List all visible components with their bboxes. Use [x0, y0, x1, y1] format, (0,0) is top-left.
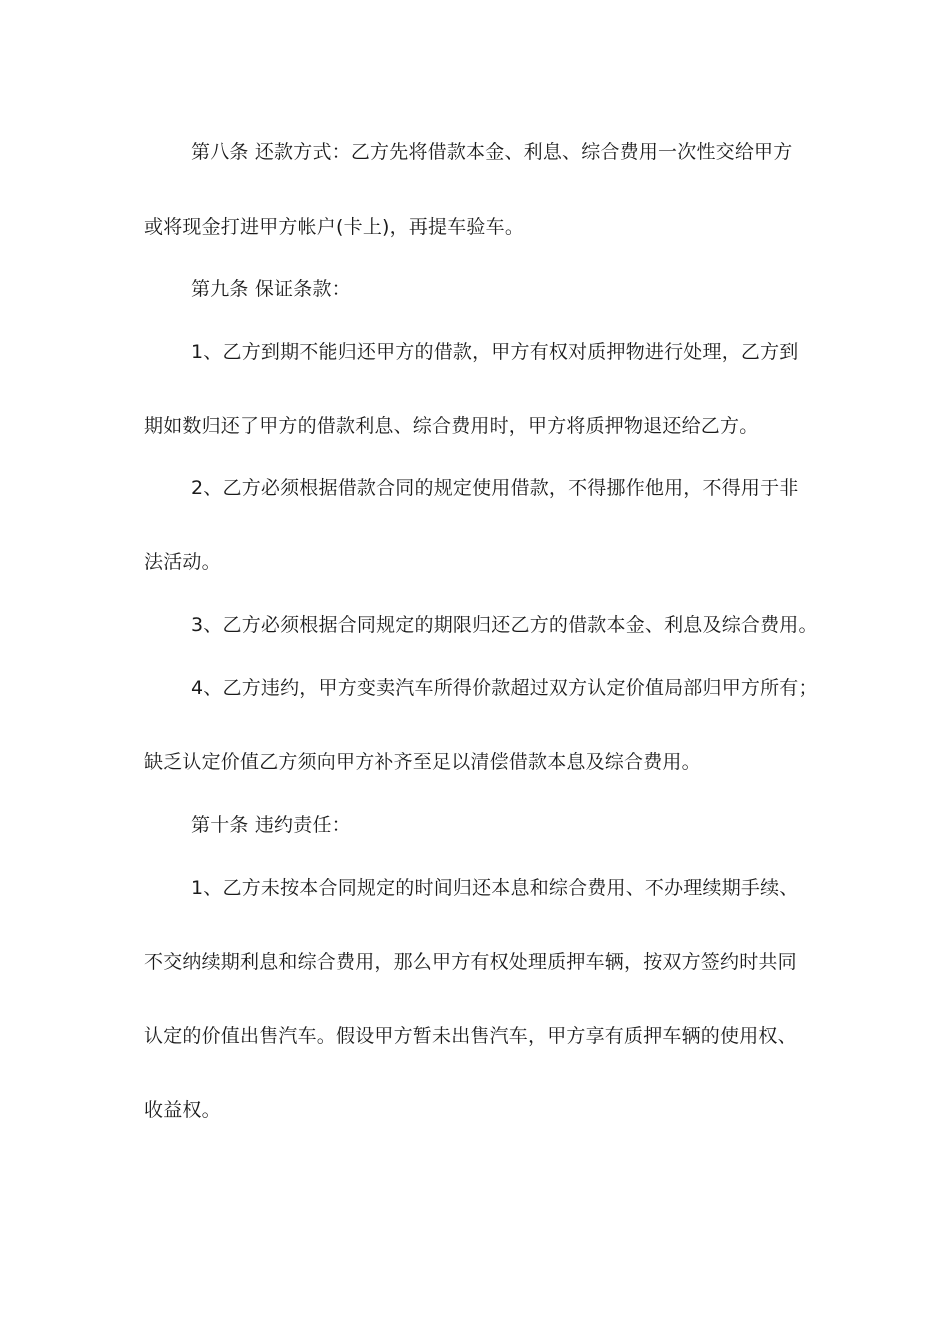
article-9-item-4-continued: 缺乏认定价值乙方须向甲方补齐至足以清偿借款本息及综合费用。 [144, 751, 701, 773]
article-10-heading: 第十条 违约责任： [191, 814, 351, 836]
article-10-item-1-continued: 收益权。 [144, 1099, 221, 1121]
article-8-repayment-line: 第八条 还款方式：乙方先将借款本金、利息、综合费用一次性交给甲方 [191, 141, 793, 163]
article-9-heading: 第九条 保证条款： [191, 278, 351, 300]
article-9-item-1-line: 1、乙方到期不能归还甲方的借款，甲方有权对质押物进行处理，乙方到 [191, 341, 799, 363]
article-9-item-1-continued: 期如数归还了甲方的借款利息、综合费用时，甲方将质押物退还给乙方。 [144, 415, 759, 437]
article-9-item-3-line: 3、乙方必须根据合同规定的期限归还乙方的借款本金、利息及综合费用。 [191, 614, 818, 636]
article-10-item-1-continued: 认定的价值出售汽车。假设甲方暂未出售汽车，甲方享有质押车辆的使用权、 [144, 1025, 797, 1047]
article-10-item-1-continued: 不交纳续期利息和综合费用，那么甲方有权处理质押车辆，按双方签约时共同 [144, 951, 797, 973]
article-9-item-2-line: 2、乙方必须根据借款合同的规定使用借款，不得挪作他用，不得用于非 [191, 477, 799, 499]
article-10-item-1-line: 1、乙方未按本合同规定的时间归还本息和综合费用、不办理续期手续、 [191, 877, 799, 899]
article-9-item-2-continued: 法活动。 [144, 551, 221, 573]
article-8-repayment-continued: 或将现金打进甲方帐户(卡上)，再提车验车。 [144, 216, 525, 238]
article-9-item-4-line: 4、乙方违约，甲方变卖汽车所得价款超过双方认定价值局部归甲方所有； [191, 677, 818, 699]
